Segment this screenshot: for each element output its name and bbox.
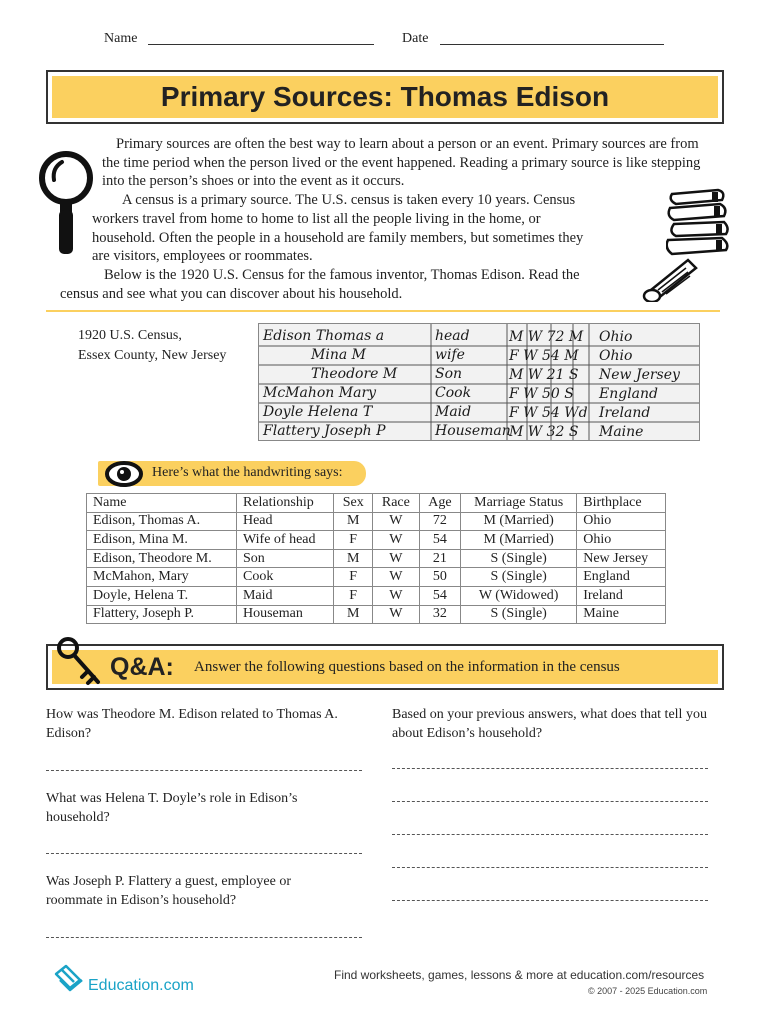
table-cell: W [373,605,420,624]
table-cell: Flattery, Joseph P. [87,605,237,624]
table-cell: W [373,586,420,605]
handwriting-row: Edison Thomas a [263,328,385,344]
intro-paragraph-2: A census is a primary source. The U.S. census is taken every 10 years. Census workers travel from home to home to list all the people living in the home, or household. Often the people in a household are family members, but sometimes they are visitors, employees or roommates. [92,192,584,265]
table-header-row [87,494,666,513]
table-cell: S (Single) [461,549,577,568]
table-cell: 54 [419,586,460,605]
table-row [87,549,666,568]
handwriting-row: Theodore M [311,366,398,382]
table-cell: Head [236,512,333,531]
handwriting-cell: Maid [435,404,472,420]
qa-title: Q&A: [110,653,174,681]
column-header: Birthplace [577,494,666,513]
table-cell: F [334,531,373,550]
table-cell: Ohio [577,512,666,531]
census-caption-line-1: 1920 U.S. Census, [78,328,182,343]
table-cell: New Jersey [577,549,666,568]
eye-icon [104,459,144,489]
table-row [87,512,666,531]
table-cell: S (Single) [461,605,577,624]
answer-line-1[interactable] [46,770,362,771]
footer-resources-text[interactable]: Find worksheets, games, lessons & more at education.com/resources [334,968,705,982]
table-row [87,531,666,550]
table-cell: W [373,531,420,550]
table-row [87,605,666,624]
answer-line-4[interactable] [392,900,708,901]
handwriting-cell: wife [435,347,465,363]
handwriting-cell: Son [435,366,463,382]
table-cell: McMahon, Mary [87,568,237,587]
education-logo-icon [52,962,86,994]
brand-name[interactable]: Education.com [88,977,194,994]
question-2: What was Helena T. Doyle’s role in Edison’s household? [46,791,298,825]
column-header: Age [419,494,460,513]
question-1: How was Theodore M. Edison related to Thomas A. Edison? [46,707,338,741]
qa-instruction: Answer the following questions based on the information in the census [194,659,620,675]
table-cell: Edison, Theodore M. [87,549,237,568]
question-4: Based on your previous answers, what does that tell you about Edison’s household? [392,707,707,741]
table-cell: England [577,568,666,587]
table-cell: M (Married) [461,512,577,531]
answer-line-4[interactable] [392,768,708,769]
table-cell: Edison, Mina M. [87,531,237,550]
table-cell: W [373,549,420,568]
handwriting-cell: Houseman [435,423,511,439]
table-cell: M [334,549,373,568]
key-icon [54,634,106,690]
answer-line-4[interactable] [392,867,708,868]
table-cell: M (Married) [461,531,577,550]
answer-line-3[interactable] [46,937,362,938]
handwriting-cell: Cook [435,385,472,401]
handwriting-banner-text: Here’s what the handwriting says: [152,465,343,480]
name-label: Name [104,31,138,46]
table-row [87,586,666,605]
handwriting-row: Doyle Helena T [263,404,373,420]
column-header: Race [373,494,420,513]
table-row [87,568,666,587]
books-icon [666,188,730,256]
table-cell: Cook [236,568,333,587]
handwriting-cell: head [435,328,470,344]
table-cell: M [334,512,373,531]
table-cell: W (Widowed) [461,586,577,605]
table-cell: 54 [419,531,460,550]
table-cell: Son [236,549,333,568]
table-cell: W [373,512,420,531]
handwriting-row: Mina M [311,347,366,363]
handwriting-cell: M W 72 M F W 54 M M W 21 S F W 50 S F W 54 Wd M W 32 S [509,329,588,440]
name-field[interactable] [148,44,374,45]
question-3: Was Joseph P. Flattery a guest, employee or roommate in Edison’s household? [46,874,291,908]
column-header: Sex [334,494,373,513]
title-banner [46,70,724,124]
table-cell: F [334,568,373,587]
handwriting-cell: Ohio Ohio New Jersey England Ireland Maine [599,329,680,440]
handwriting-banner [98,461,366,486]
table-cell: Doyle, Helena T. [87,586,237,605]
table-cell: M [334,605,373,624]
census-caption-line-2: Essex County, New Jersey [78,348,227,363]
intro-text [60,135,720,303]
handwriting-row: McMahon Mary [263,385,377,401]
census-record-image [258,323,700,441]
date-label: Date [402,31,429,46]
table-cell: F [334,586,373,605]
census-caption [78,326,226,366]
table-cell: S (Single) [461,568,577,587]
qa-banner [46,644,724,690]
answer-line-4[interactable] [392,801,708,802]
newspaper-scroll-icon [642,254,700,302]
table-cell: Houseman [236,605,333,624]
table-cell: W [373,568,420,587]
handwriting-row: Flattery Joseph P [263,423,386,439]
column-header: Name [87,494,237,513]
table-cell: 32 [419,605,460,624]
table-cell: Wife of head [236,531,333,550]
census-table [86,493,666,624]
column-header: Marriage Status [461,494,577,513]
footer-copyright: © 2007 - 2025 Education.com [588,986,708,996]
table-cell: Edison, Thomas A. [87,512,237,531]
answer-line-2[interactable] [46,853,362,854]
table-cell: Maine [577,605,666,624]
table-cell: Ohio [577,531,666,550]
page-title: Primary Sources: Thomas Edison [160,81,610,112]
table-cell: Maid [236,586,333,605]
section-divider [46,310,720,312]
table-cell: 72 [419,512,460,531]
answer-line-4[interactable] [392,834,708,835]
table-cell: 50 [419,568,460,587]
table-cell: 21 [419,549,460,568]
column-header: Relationship [236,494,333,513]
date-field[interactable] [440,44,664,45]
intro-paragraph-3: Below is the 1920 U.S. Census for the famous inventor, Thomas Edison. Read the census and see what you can discover about his household. [60,266,580,302]
intro-paragraph-1: Primary sources are often the best way to learn about a person or an event. Primary sources are from the time period when the person lived or the event happened. Reading a primary source is like stepping into the person’s shoes or into the event as it occurs. [102,136,701,190]
table-cell: Ireland [577,586,666,605]
